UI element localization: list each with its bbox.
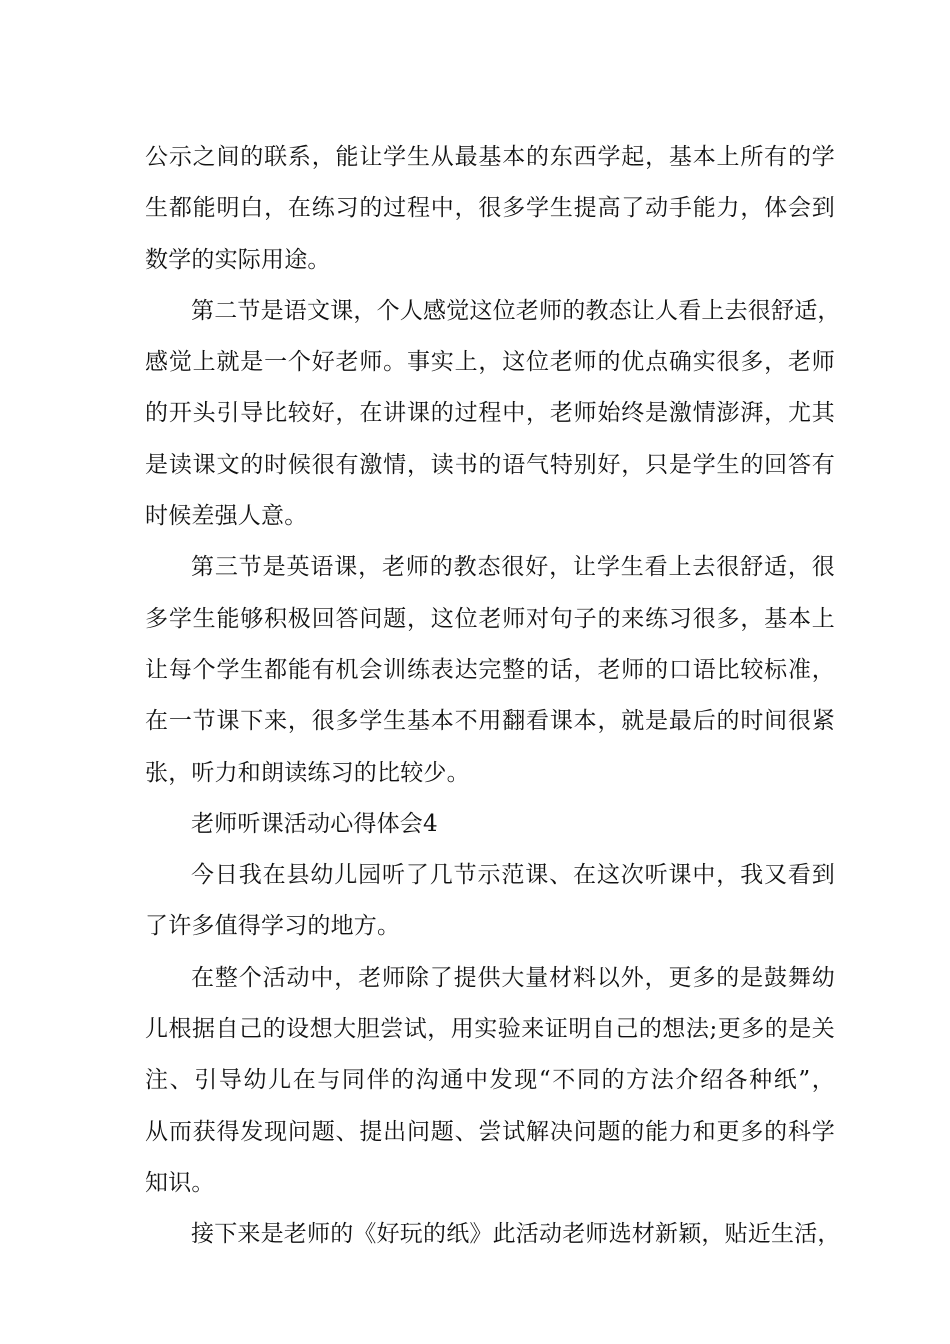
text-line: 是读课文的时候很有激情，读书的语气特别好，只是学生的回答有 (145, 451, 835, 478)
text-line: 张，听力和朗读练习的比较少。 (145, 759, 470, 786)
text-line: 数学的实际用途。 (145, 246, 331, 273)
text-line: 注、引导幼儿在与同伴的沟通中发现“不同的方法介绍各种纸”， (145, 1067, 835, 1094)
text-line: 感觉上就是一个好老师。事实上，这位老师的优点确实很多，老师 (145, 349, 835, 376)
text-line: 在整个活动中，老师除了提供大量材料以外，更多的是鼓舞幼 (191, 964, 835, 991)
text-line: 时候差强人意。 (145, 503, 308, 530)
text-line: 今日我在县幼儿园听了几节示范课、在这次听课中，我又看到 (191, 862, 835, 889)
text-line: 儿根据自己的设想大胆尝试，用实验来证明自己的想法;更多的是关 (145, 1016, 835, 1043)
text-line: 第三节是英语课，老师的教态很好，让学生看上去很舒适，很 (191, 554, 835, 581)
text-line: 在一节课下来，很多学生基本不用翻看课本，就是最后的时间很紧 (145, 708, 835, 735)
section-heading: 老师听课活动心得体会4 (191, 810, 438, 837)
text-line: 的开头引导比较好，在讲课的过程中，老师始终是激情澎湃，尤其 (145, 400, 835, 427)
text-line: 让每个学生都能有机会训练表达完整的话，老师的口语比较标准， (145, 656, 835, 683)
body-text (145, 132, 841, 1261)
text-line: 从而获得发现问题、提出问题、尝试解决问题的能力和更多的科学 (145, 1118, 835, 1145)
text-line: 了许多值得学习的地方。 (145, 913, 401, 940)
text-line: 多学生能够积极回答问题，这位老师对句子的来练习很多，基本上 (145, 605, 835, 632)
text-line: 接下来是老师的《好玩的纸》此活动老师选材新颖，贴近生活， (191, 1221, 841, 1248)
text-line: 第二节是语文课，个人感觉这位老师的教态让人看上去很舒适， (191, 297, 841, 324)
text-line: 知识。 (145, 1169, 215, 1196)
text-line: 公示之间的联系，能让学生从最基本的东西学起，基本上所有的学 (145, 144, 835, 170)
text-line: 生都能明白，在练习的过程中，很多学生提高了动手能力，体会到 (145, 195, 835, 222)
